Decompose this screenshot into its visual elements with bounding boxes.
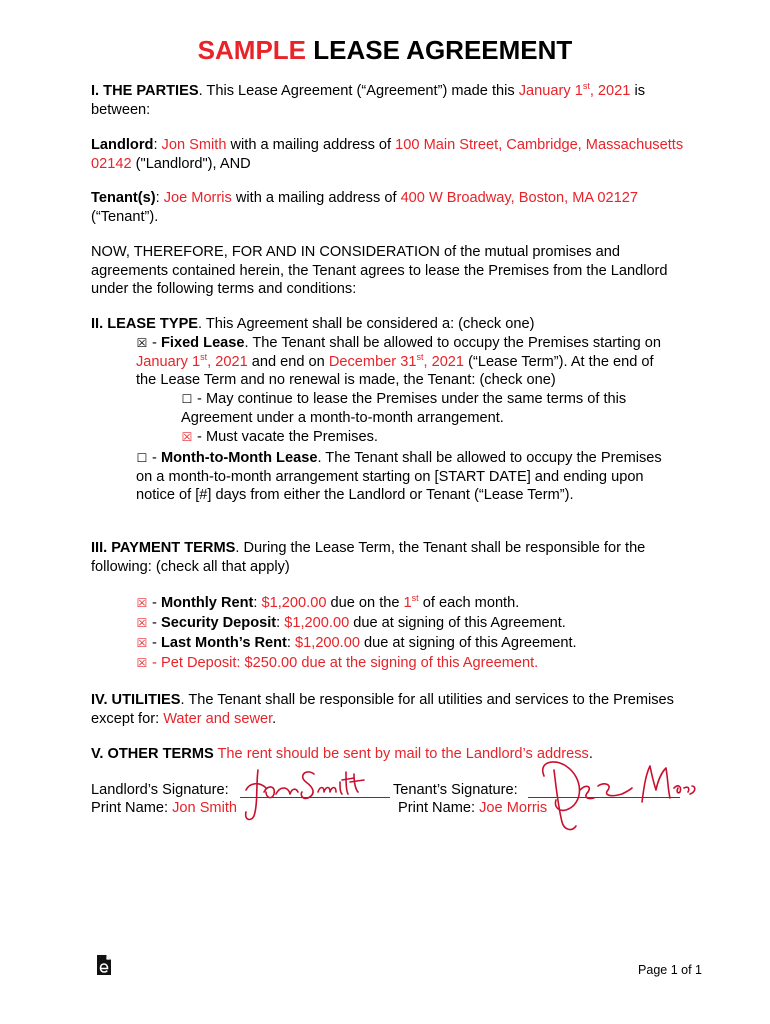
landlord-print-name: Print Name: Jon Smith <box>91 800 237 816</box>
monthly-rent-amount: $1,200.00 <box>261 595 327 611</box>
tenant-paragraph: Tenant(s): Joe Morris with a mailing address of 400 W Broadway, Boston, MA 02127 (“Tenant”). <box>91 190 638 225</box>
month-to-month-checkbox[interactable]: ☐ <box>136 451 148 465</box>
other-terms-paragraph: V. OTHER TERMS The rent should be sent by mail to the Landlord’s address. <box>91 746 593 762</box>
title-rest: LEASE AGREEMENT <box>306 35 573 65</box>
landlord-handwritten-signature <box>236 764 376 824</box>
lease-start-date: January 1st, 2021 <box>136 351 248 370</box>
lease-type-intro: II. LEASE TYPE. This Agreement shall be considered a: (check one) <box>91 316 535 332</box>
last-month-rent-checkbox[interactable]: ☒ <box>136 636 148 650</box>
utilities-heading: IV. UTILITIES <box>91 692 181 708</box>
utilities-exception: Water and sewer <box>163 710 273 727</box>
tenant-address: 400 W Broadway, Boston, MA 02127 <box>400 190 638 206</box>
tenant-print-name: Print Name: Joe Morris <box>398 800 548 816</box>
payment-heading: III. PAYMENT TERMS <box>91 540 236 556</box>
tenant-label: Tenant(s) <box>91 190 156 206</box>
fixed-lease-label: Fixed Lease <box>160 335 245 351</box>
lease-type-heading: II. LEASE TYPE <box>91 316 199 332</box>
tenant-handwritten-signature <box>528 756 698 836</box>
pet-deposit-checkbox[interactable]: ☒ <box>136 656 148 670</box>
landlord-label: Landlord <box>91 137 154 153</box>
landlord-signature-label: Landlord’s Signature: <box>91 782 229 798</box>
other-terms-heading: V. OTHER TERMS <box>91 746 214 762</box>
title-sample: SAMPLE <box>197 35 307 65</box>
payment-intro: III. PAYMENT TERMS. During the Lease Term, the Tenant shall be responsible for the following: (check all that apply) <box>91 540 646 575</box>
last-month-rent-amount: $1,200.00 <box>295 635 360 651</box>
security-deposit-checkbox[interactable]: ☒ <box>136 616 148 630</box>
tenant-signature-label: Tenant’s Signature: <box>393 782 518 798</box>
eforms-logo-icon <box>95 954 113 976</box>
consideration-paragraph: NOW, THEREFORE, FOR AND IN CONSIDERATION of the mutual promises and agreements contained herein, the Tenant agrees to lease the Premises from the Landlord under the following terms and conditions: <box>91 244 668 298</box>
parties-heading: I. THE PARTIES <box>91 83 199 99</box>
landlord-name: Jon Smith <box>161 137 227 153</box>
fixed-lease-checkbox[interactable]: ☒ <box>136 336 148 350</box>
fixed-lease-option: ☒ - Fixed Lease. The Tenant shall be allowed to occupy the Premises starting on January 1st, 2021 and end on December 31st, 2021 (“Lease Term”). At the end of the Lease Term and no renewal is made, the Tenant: (check one) <box>136 335 661 389</box>
monthly-rent-checkbox[interactable]: ☒ <box>136 596 148 610</box>
tenant-name: Joe Morris <box>163 190 232 206</box>
utilities-paragraph: IV. UTILITIES. The Tenant shall be responsible for all utilities and services to the Premises except for: Water and sewer. <box>91 692 674 727</box>
other-terms-text: The rent should be sent by mail to the Landlord’s address <box>217 746 589 762</box>
parties-paragraph: I. THE PARTIES. This Lease Agreement (“Agreement”) made this January 1st, 2021 is between: <box>91 81 645 118</box>
month-to-month-option: ☐ - Month-to-Month Lease. The Tenant shall be allowed to occupy the Premises on a month-to-month arrangement starting on [START DATE] and ending upon notice of [#] days from either the Landlord or Tenant (“Lease Term”). <box>136 450 662 504</box>
security-deposit-amount: $1,200.00 <box>284 615 350 631</box>
page-number: Page 1 of 1 <box>638 963 702 977</box>
security-deposit-item: ☒ - Security Deposit: $1,200.00 due at signing of this Agreement. <box>136 615 566 631</box>
vacate-checkbox[interactable]: ☒ <box>181 430 193 444</box>
continue-option: ☐ - May continue to lease the Premises under the same terms of this Agreement under a month-to-month arrangement. <box>181 391 627 426</box>
month-to-month-label: Month-to-Month Lease <box>160 450 318 466</box>
continue-checkbox[interactable]: ☐ <box>181 392 193 406</box>
monthly-rent-item: ☒ - Monthly Rent: $1,200.00 due on the 1st of each month. <box>136 593 520 611</box>
agreement-date: January 1st, 2021 <box>518 81 631 99</box>
vacate-option: ☒ - Must vacate the Premises. <box>181 429 378 445</box>
landlord-address: 100 Main Street, Cambridge, Massachusetts 02142 <box>91 137 684 172</box>
document-title <box>0 34 770 66</box>
landlord-paragraph: Landlord: Jon Smith with a mailing address of 100 Main Street, Cambridge, Massachusetts 02142 ("Landlord"), AND <box>91 137 684 172</box>
lease-end-date: December 31st, 2021 <box>328 351 465 370</box>
pet-deposit-item: ☒ - Pet Deposit: $250.00 due at the signing of this Agreement. <box>136 655 539 671</box>
last-month-rent-item: ☒ - Last Month’s Rent: $1,200.00 due at signing of this Agreement. <box>136 635 577 651</box>
